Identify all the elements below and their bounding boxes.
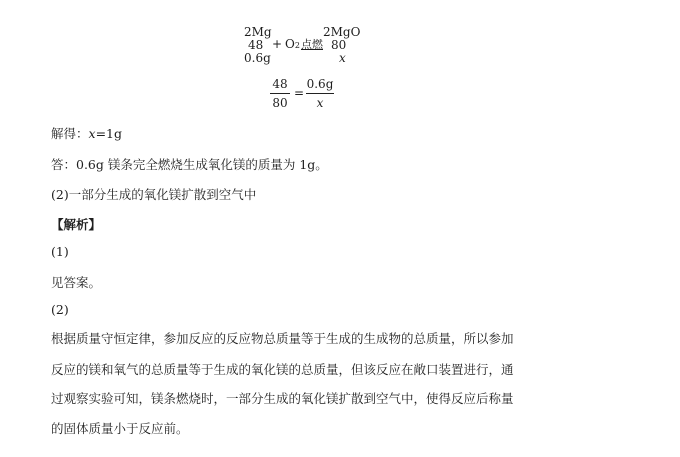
solve-value: =1g bbox=[95, 126, 123, 141]
mg-molar-mass: 48 bbox=[248, 38, 264, 52]
oxygen-symbol: O bbox=[285, 37, 295, 51]
plus-sign: + bbox=[272, 37, 283, 51]
answer-line: 答：0.6g 镁条完全燃烧生成氧化镁的质量为 1g。 bbox=[51, 157, 328, 172]
left-denominator: 80 bbox=[272, 96, 288, 110]
equals-sign: = bbox=[294, 86, 305, 100]
left-numerator: 48 bbox=[272, 77, 288, 91]
part1-text: 见答案。 bbox=[51, 275, 102, 290]
mg-given-mass: 0.6g bbox=[244, 51, 271, 65]
mgo-molar-mass: 80 bbox=[331, 38, 347, 52]
analysis-heading: 【解析】 bbox=[51, 217, 102, 232]
reaction-condition: 点燃 bbox=[301, 38, 323, 51]
part2-answer: (2)一部分生成的氧化镁扩散到空气中 bbox=[51, 187, 257, 202]
right-denominator: x bbox=[316, 96, 324, 110]
solve-variable: x bbox=[88, 126, 96, 141]
mgo-formula: 2MgO bbox=[323, 25, 361, 39]
right-numerator: 0.6g bbox=[306, 77, 334, 91]
explanation-line: 过观察实验可知，镁条燃烧时，一部分生成的氧化镁扩散到空气中，使得反应后称量 bbox=[51, 391, 514, 406]
part2-label: (2) bbox=[51, 302, 69, 317]
mg-formula: 2Mg bbox=[244, 25, 272, 39]
oxygen-formula bbox=[285, 38, 300, 52]
oxygen-subscript: 2 bbox=[294, 41, 300, 50]
solve-line bbox=[51, 124, 122, 142]
explanation-line: 反应的镁和氧气的总质量等于生成的氧化镁的总质量，但该反应在敞口装置进行，通 bbox=[51, 362, 514, 377]
proportion-left-fraction bbox=[270, 77, 290, 110]
explanation-line: 根据质量守恒定律，参加反应的反应物总质量等于生成的生成物的总质量，所以参加 bbox=[51, 331, 514, 346]
explanation-line: 的固体质量小于反应前。 bbox=[51, 421, 189, 436]
proportion-right-fraction bbox=[306, 77, 334, 110]
part1-label: (1) bbox=[51, 244, 69, 259]
fraction-bar bbox=[306, 93, 334, 94]
solve-label: 解得： bbox=[51, 126, 89, 141]
mgo-unknown: x bbox=[339, 51, 346, 65]
fraction-bar bbox=[270, 93, 290, 94]
